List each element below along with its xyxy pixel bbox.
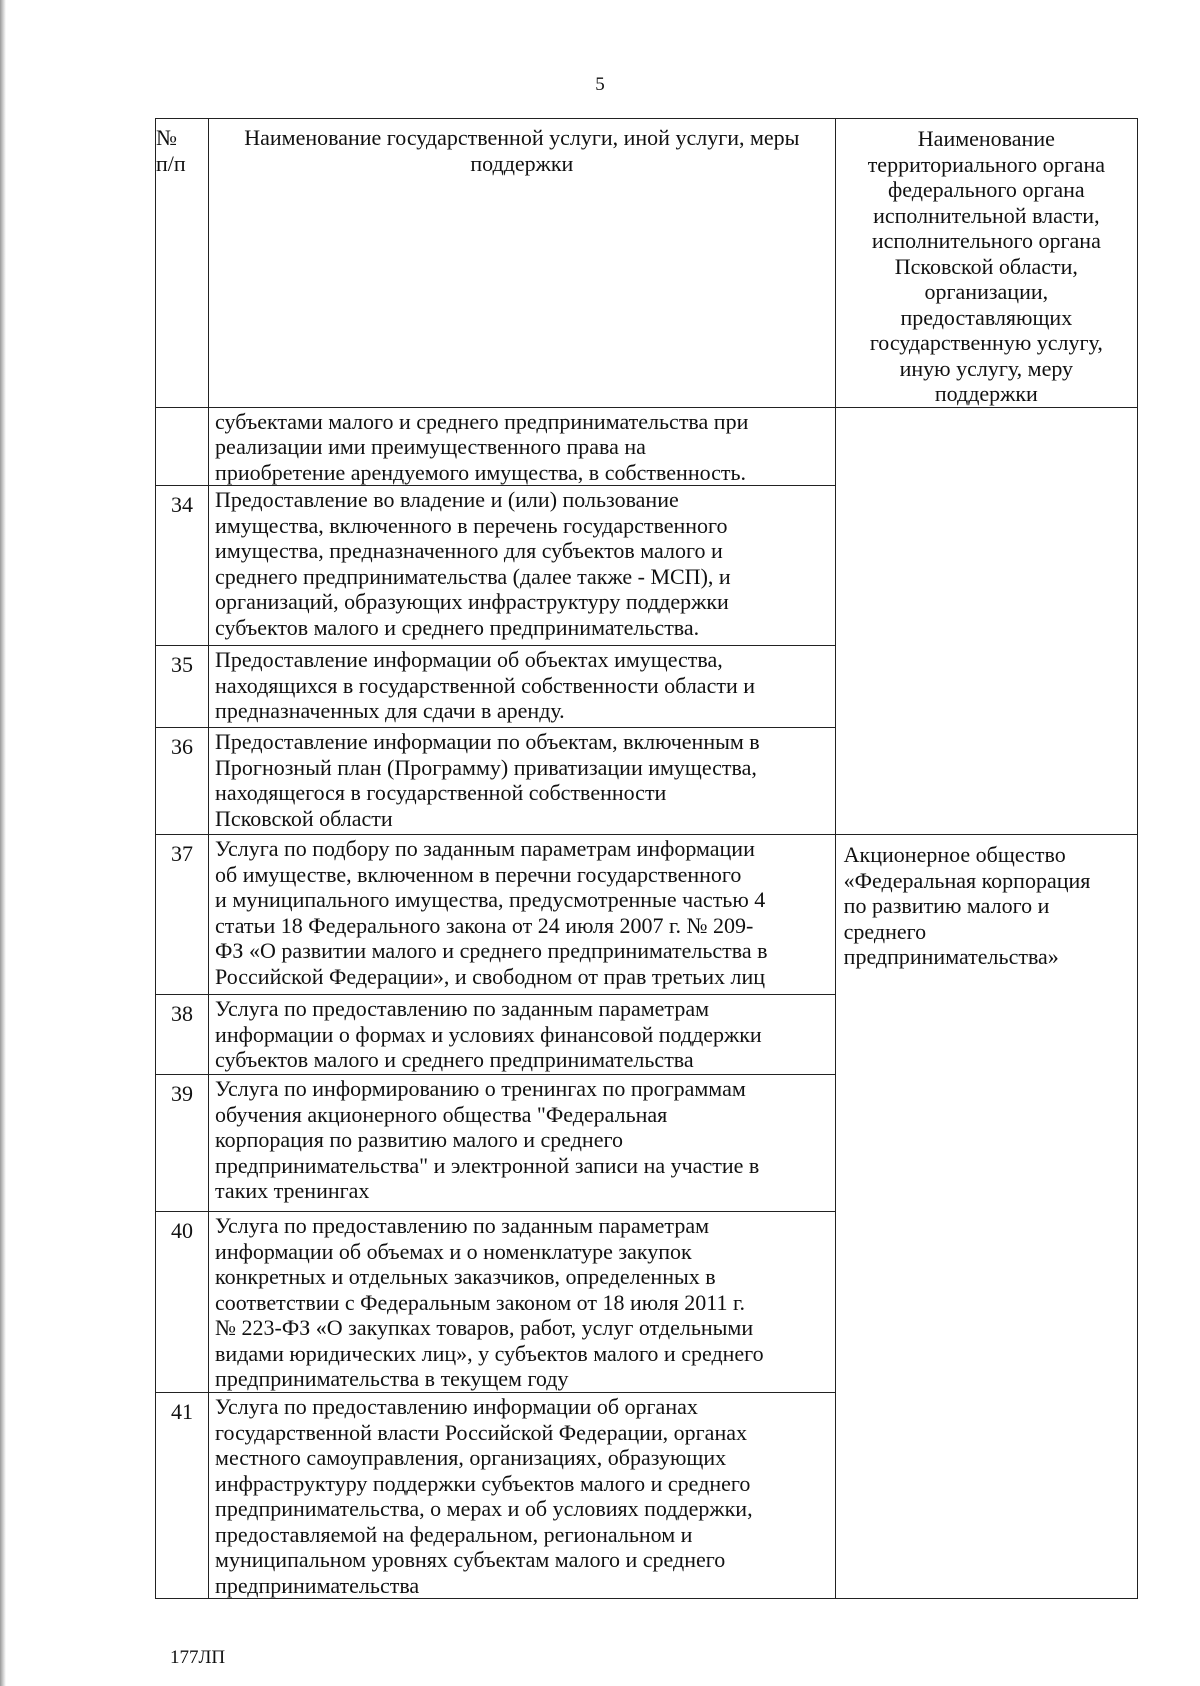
service-name <box>209 486 836 646</box>
service-name-line: Услуга по информированию о тренингах по программам <box>215 1076 746 1101</box>
service-name-line: инфраструктуру поддержки субъектов малого и среднего <box>215 1470 751 1496</box>
row-number <box>156 407 209 486</box>
header-org-line: Наименование <box>917 126 1055 151</box>
header-num-line: п/п <box>156 150 186 176</box>
service-name-line: имущества, включенного в перечень государственного <box>215 512 728 538</box>
service-name-line: информации о формах и условиях финансовой поддержки <box>215 1021 762 1047</box>
row-number: 41 <box>156 1393 209 1599</box>
provider-organization <box>835 407 1137 835</box>
header-name-line: поддержки <box>470 150 574 176</box>
row-number: 37 <box>156 835 209 995</box>
provider-organization-line: по развитию малого и <box>843 893 1050 918</box>
service-name-line: Псковской области <box>215 805 393 831</box>
header-org-line: Псковской области, <box>894 253 1078 279</box>
service-name <box>209 835 836 995</box>
service-name-line: видами юридических лиц», у субъектов малого и среднего <box>215 1340 764 1366</box>
table-row <box>156 835 1138 995</box>
service-name-line: Российской Федерации», и свободном от прав третьих лиц <box>215 963 766 989</box>
service-name-line: субъектов малого и среднего предпринимательства. <box>215 614 700 640</box>
row-number: 39 <box>156 1075 209 1212</box>
header-org-line: федерального органа <box>887 177 1085 202</box>
service-name-line: местного самоуправления, организациях, образующих <box>215 1445 727 1470</box>
service-name-line: Предоставление во владение и (или) пользование <box>215 487 679 512</box>
service-name-line: предназначенных для сдачи в аренду. <box>215 698 565 723</box>
provider-organization-line: Акционерное общество <box>843 842 1066 867</box>
service-name-line: Услуга по предоставлению по заданным параметрам <box>215 996 710 1021</box>
service-name-line: Услуга по предоставлению информации об органах <box>215 1394 698 1419</box>
table-header-row <box>156 119 1138 408</box>
service-name-line: ФЗ «О развитии малого и среднего предпринимательства в <box>215 938 768 963</box>
row-number: 38 <box>156 995 209 1075</box>
service-name-line: находящихся в государственной собственности области и <box>215 672 755 698</box>
service-name <box>209 1212 836 1393</box>
service-name-line: Предоставление информации по объектам, включенным в <box>215 729 760 754</box>
service-name <box>209 1393 836 1599</box>
service-name-line: предпринимательства, о мерах и об условиях поддержки, <box>215 1496 753 1521</box>
service-name-line: обучения акционерного общества "Федеральная <box>215 1101 668 1127</box>
provider-organization <box>835 835 1137 1599</box>
header-org-line: исполнительного органа <box>871 228 1101 253</box>
service-name-line: предпринимательства <box>215 1572 420 1598</box>
service-name <box>209 728 836 835</box>
header-org-line: государственную услугу, <box>869 330 1103 355</box>
service-name <box>209 407 836 486</box>
service-name-line: предпринимательства в текущем году <box>215 1366 569 1391</box>
service-name <box>209 1075 836 1212</box>
header-org-line: исполнительной власти, <box>873 202 1100 228</box>
service-name-line: конкретных и отдельных заказчиков, определенных в <box>215 1264 716 1289</box>
service-name-line: реализации ими преимущественного права на <box>215 434 646 459</box>
service-name-line: Услуга по предоставлению по заданным параметрам <box>215 1213 710 1238</box>
row-number: 40 <box>156 1212 209 1393</box>
service-name-line: и муниципального имущества, предусмотренные частью 4 <box>215 887 766 912</box>
service-name-line: имущества, предназначенного для субъектов малого и <box>215 538 723 563</box>
service-name-line: среднего предпринимательства (далее также - МСП), и <box>215 563 731 589</box>
header-org-line: иную услугу, меру <box>899 355 1074 381</box>
service-name-line: субъектами малого и среднего предпринимательства при <box>215 408 749 434</box>
service-name-line: Предоставление информации об объектах имущества, <box>215 647 723 672</box>
provider-organization-line: «Федеральная корпорация <box>843 867 1091 893</box>
service-name <box>209 646 836 728</box>
service-name-line: № 223-ФЗ «О закупках товаров, работ, услуг отдельными <box>215 1315 754 1340</box>
service-name-line: организаций, образующих инфраструктуру поддержки <box>215 589 729 614</box>
service-name-line: Прогнозный план (Программу) приватизации имущества, <box>215 754 757 780</box>
service-name <box>209 995 836 1075</box>
service-name-line: субъектов малого и среднего предпринимательства <box>215 1047 694 1072</box>
services-table <box>155 118 1138 1599</box>
header-num-line: № <box>156 125 177 150</box>
service-name-line: статьи 18 Федерального закона от 24 июля 2007 г. № 209- <box>215 912 754 938</box>
service-name-line: корпорация по развитию малого и среднего <box>215 1127 623 1152</box>
provider-organization-line: предпринимательства» <box>843 944 1059 969</box>
header-name <box>209 119 836 408</box>
header-org-line: территориального органа <box>867 151 1105 177</box>
scan-edge <box>0 0 6 1686</box>
page-number: 5 <box>595 74 605 95</box>
table-row <box>156 407 1138 486</box>
service-name-line: Услуга по подбору по заданным параметрам информации <box>215 836 755 861</box>
service-name-line: соответствии с Федеральным законом от 18 июля 2011 г. <box>215 1289 745 1315</box>
header-num <box>156 119 209 408</box>
service-name-line: информации об объемах и о номенклатуре закупок <box>215 1238 692 1264</box>
service-name-line: находящегося в государственной собственности <box>215 780 667 805</box>
header-org-line: поддержки <box>934 381 1038 406</box>
header-org-line: предоставляющих <box>900 304 1073 330</box>
row-number: 34 <box>156 486 209 646</box>
footer-document-code: 177ЛП <box>170 1647 226 1668</box>
service-name-line: предпринимательства" и электронной записи на участие в <box>215 1152 760 1178</box>
service-name-line: таких тренингах <box>215 1178 370 1203</box>
service-name-line: предоставляемой на федеральном, региональном и <box>215 1521 693 1547</box>
service-name-line: муниципальном уровнях субъектам малого и среднего <box>215 1547 726 1572</box>
provider-organization-line: среднего <box>843 918 927 944</box>
header-org-line: организации, <box>924 279 1049 304</box>
header-name-line: Наименование государственной услуги, иной услуги, меры <box>244 125 800 150</box>
row-number: 36 <box>156 728 209 835</box>
service-name-line: приобретение арендуемого имущества, в собственность. <box>215 459 747 485</box>
service-name-line: об имуществе, включенном в перечни государственного <box>215 861 742 887</box>
row-number: 35 <box>156 646 209 728</box>
service-name-line: государственной власти Российской Федерации, органах <box>215 1419 747 1445</box>
header-org <box>835 119 1137 408</box>
